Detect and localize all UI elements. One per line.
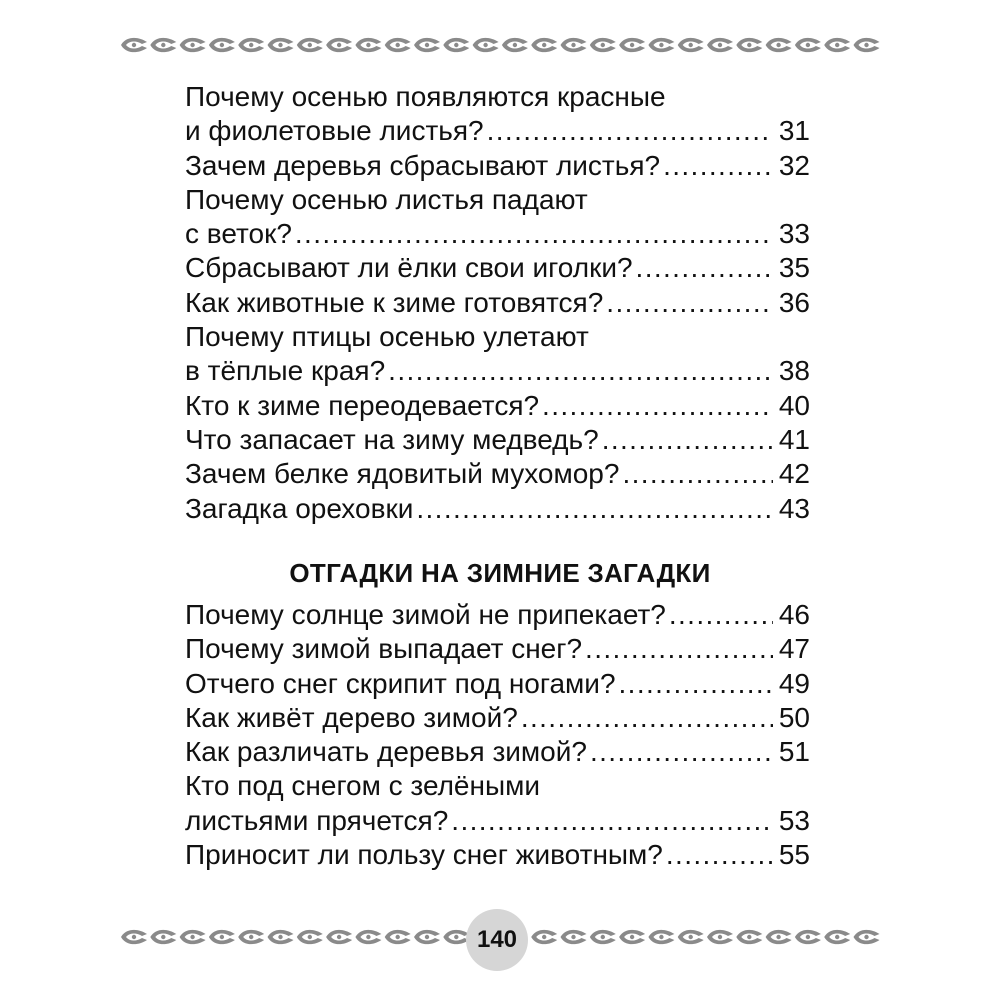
ornament-dot: [396, 43, 400, 47]
ornament-dot: [366, 935, 370, 939]
ornament-dot: [864, 935, 868, 939]
section-title-winter: ОТГАДКИ НА ЗИМНИЕ ЗАГАДКИ: [289, 558, 711, 588]
ornament-dot: [659, 43, 663, 47]
ornament-dot: [806, 935, 810, 939]
ornament-dot: [601, 935, 605, 939]
dot-leader: [582, 632, 773, 666]
ornament-dot: [483, 43, 487, 47]
toc-entry-title: Приносит ли пользу снег животным?: [185, 839, 663, 871]
ornament-dot: [132, 935, 136, 939]
ornament-dot: [630, 43, 634, 47]
toc-page-number: 49: [778, 667, 810, 699]
toc-entry-title: с веток?: [185, 218, 292, 250]
dot-leader: [484, 114, 773, 148]
dot-leader: [587, 735, 773, 769]
top-ornament-border: [120, 34, 882, 56]
ornament-dot: [747, 935, 751, 939]
toc-section-autumn: [185, 80, 810, 526]
toc-entry-title: Отчего снег скрипит под ногами?: [185, 667, 616, 699]
ornament-dot: [220, 935, 224, 939]
ornament-dot: [220, 43, 224, 47]
dot-leader: [292, 217, 773, 251]
toc-entry[interactable]: [185, 632, 810, 666]
toc-page-number: 41: [778, 423, 810, 455]
ornament-dot: [542, 43, 546, 47]
dot-leader: [539, 389, 773, 423]
toc-entry-title: Как различать деревья зимой?: [185, 736, 587, 768]
toc-entry-title: Что запасает на зиму медведь?: [185, 423, 599, 455]
toc-page-number: 55: [778, 839, 810, 871]
toc-entry[interactable]: [185, 320, 810, 389]
ornament-dot: [454, 935, 458, 939]
toc-page-number: 46: [778, 599, 810, 630]
ornament-dot: [659, 935, 663, 939]
dot-leader: [385, 354, 773, 388]
ornament-dot: [689, 935, 693, 939]
toc-entry-title: Почему осенью листья падают: [185, 183, 588, 215]
dot-leader: [633, 251, 773, 285]
ornament-dot: [308, 935, 312, 939]
dot-leader: [448, 804, 773, 838]
ornament-dot: [366, 43, 370, 47]
dot-leader: [518, 701, 773, 735]
toc-entry-title: в тёплые края?: [185, 355, 386, 387]
toc-entry[interactable]: [185, 149, 810, 183]
toc-entry[interactable]: [185, 423, 810, 457]
toc-page-number: 32: [778, 149, 810, 181]
toc-entry-title: Как животные к зиме готовятся?: [185, 286, 604, 318]
dot-leader: [616, 667, 773, 701]
toc-entry[interactable]: [185, 598, 810, 632]
toc-page-number: 43: [778, 492, 810, 524]
ornament-dot: [542, 935, 546, 939]
ornament-dot: [601, 43, 605, 47]
toc-entry[interactable]: [185, 492, 810, 526]
toc-entry-title: Почему солнце зимой не припекает?: [185, 599, 666, 630]
toc-page-number: 53: [778, 804, 810, 836]
ornament-dot: [308, 43, 312, 47]
ornament-dot: [571, 43, 575, 47]
ornament-dot: [249, 935, 253, 939]
ornament-dot: [718, 935, 722, 939]
ornament-dot: [571, 935, 575, 939]
toc-entry[interactable]: [185, 735, 810, 769]
toc-page-number: 40: [778, 389, 810, 421]
toc-entry-title: Почему птицы осенью улетают: [185, 321, 589, 353]
toc-entry-title: Почему зимой выпадает снег?: [185, 633, 583, 665]
ornament-dot: [776, 43, 780, 47]
toc-entry-title: и фиолетовые листья?: [185, 115, 484, 147]
toc-entry-title: Кто к зиме переодевается?: [185, 389, 540, 421]
ornament-dot: [396, 935, 400, 939]
toc-page-number: 51: [778, 736, 810, 768]
ornament-dot: [190, 935, 194, 939]
ornament-dot: [454, 43, 458, 47]
dot-leader: [413, 492, 773, 526]
toc-entry[interactable]: [185, 701, 810, 735]
toc-entry-title: Почему осенью появляются красные: [185, 81, 666, 112]
toc-entry-title: Кто под снегом с зелёными: [185, 770, 540, 802]
ornament-dot: [425, 43, 429, 47]
dot-leader: [619, 457, 772, 491]
ornament-dot: [718, 43, 722, 47]
ornament-dot: [278, 935, 282, 939]
toc-section-winter: [185, 598, 810, 872]
ornament-dot: [776, 935, 780, 939]
toc-entry-title: Сбрасывают ли ёлки свои иголки?: [185, 252, 633, 284]
page-number-badge: 140: [466, 909, 528, 971]
ornament-dot: [161, 935, 165, 939]
dot-leader: [603, 286, 773, 320]
toc-page-number: 31: [778, 115, 810, 147]
toc-entry[interactable]: [185, 769, 810, 838]
toc-entry-title: Как живёт дерево зимой?: [185, 701, 518, 733]
ornament-dot: [278, 43, 282, 47]
toc-entry-title: Загадка ореховки: [185, 492, 414, 524]
toc-entry[interactable]: [185, 251, 810, 285]
ornament-dot: [425, 935, 429, 939]
toc-page-number: 47: [778, 633, 810, 665]
toc-entry[interactable]: [185, 838, 810, 872]
toc-entry[interactable]: [185, 286, 810, 320]
toc-page-number: 50: [778, 701, 810, 733]
ornament-dot: [337, 935, 341, 939]
ornament-dot: [337, 43, 341, 47]
ornament-dot: [161, 43, 165, 47]
toc-entry-title: Зачем белке ядовитый мухомор?: [185, 458, 620, 490]
dot-leader: [663, 838, 773, 872]
ornament-dot: [190, 43, 194, 47]
toc-page-number: 36: [778, 286, 810, 318]
ornament-dot: [513, 43, 517, 47]
dot-leader: [599, 423, 773, 457]
toc-page-number: 35: [778, 252, 810, 284]
ornament-dot: [132, 43, 136, 47]
toc-entry[interactable]: [185, 457, 810, 491]
ornament-dot: [864, 43, 868, 47]
ornament-dot: [630, 935, 634, 939]
dot-leader: [666, 598, 773, 632]
toc-entry-title: листьями прячется?: [185, 804, 449, 836]
ornament-dot: [835, 43, 839, 47]
ornament-dot: [249, 43, 253, 47]
toc-page-number: 33: [778, 218, 810, 250]
toc-entry-title: Зачем деревья сбрасывают листья?: [185, 149, 661, 181]
toc-page-number: 38: [778, 355, 810, 387]
toc-entry[interactable]: [185, 667, 810, 701]
ornament-dot: [835, 935, 839, 939]
toc-entry[interactable]: [185, 183, 810, 252]
dot-leader: [660, 149, 773, 183]
ornament-dot: [747, 43, 751, 47]
toc-page-number: 42: [778, 458, 810, 490]
toc-entry[interactable]: [185, 80, 810, 149]
ornament-dot: [689, 43, 693, 47]
ornament-dot: [806, 43, 810, 47]
toc-entry[interactable]: [185, 389, 810, 423]
